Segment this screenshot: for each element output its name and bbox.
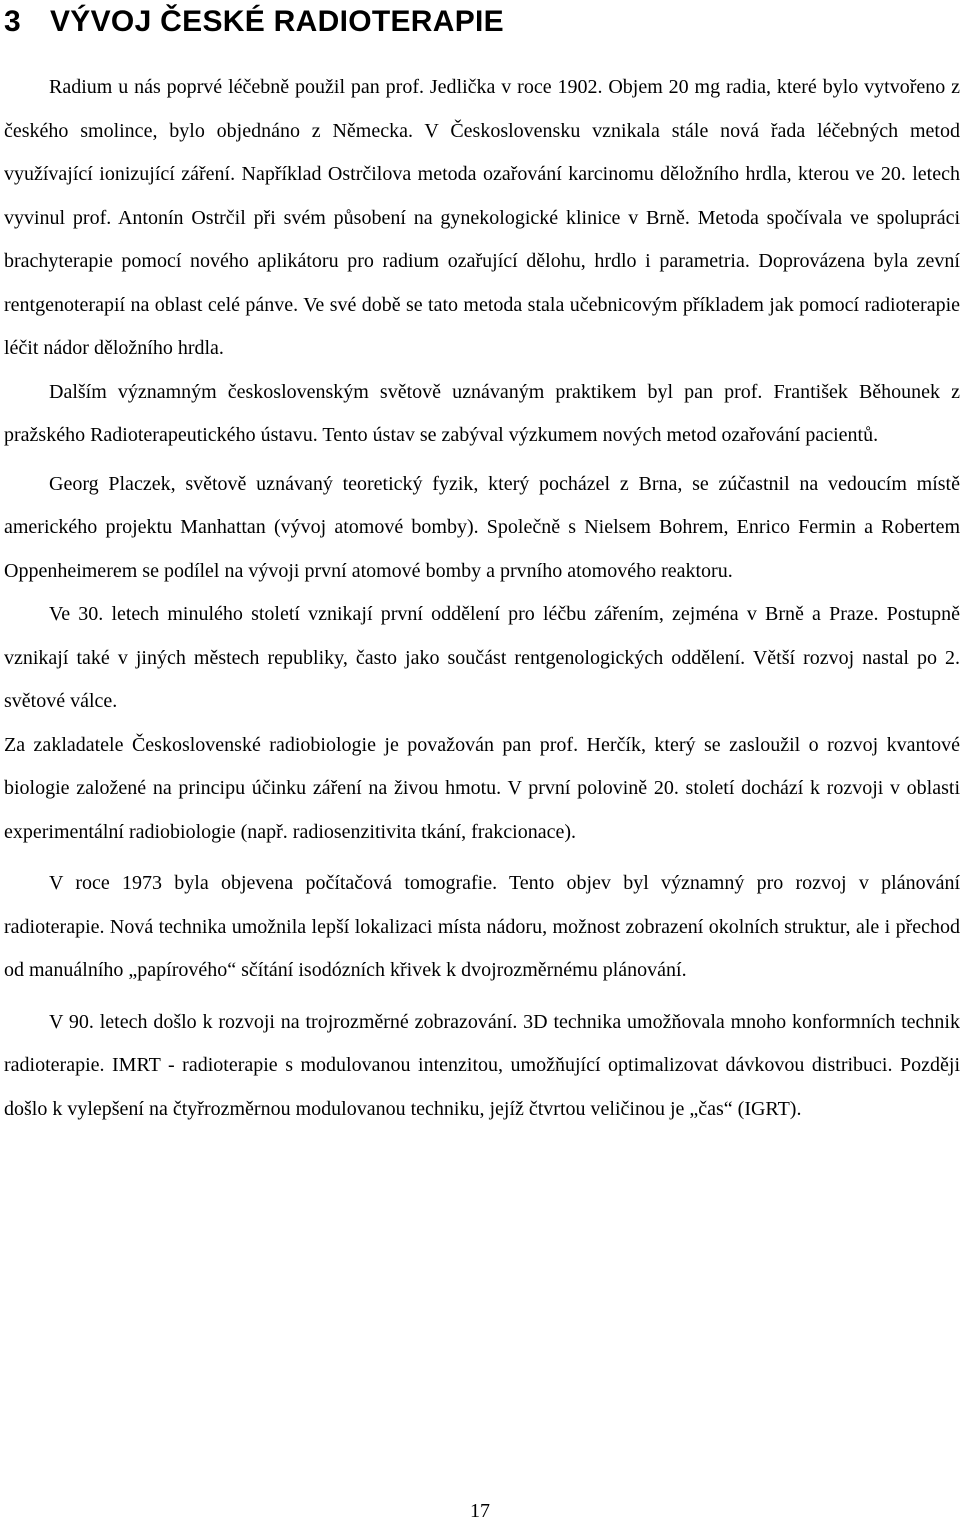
chapter-heading <box>4 2 504 42</box>
chapter-number: 3 <box>4 5 21 38</box>
chapter-title: VÝVOJ ČESKÉ RADIOTERAPIE <box>50 5 504 38</box>
paragraph-radium-history: Radium u nás poprvé léčebně použil pan prof. Jedlička v roce 1902. Objem 20 mg radia, které bylo vytvořeno z českého smolince, bylo objednáno z Německa. V Československu vznikala stále nová řada léčebných metod využívající ionizující záření. Například Ostrčilova metoda ozařování karcinomu děložního hrdla, kterou ve 20. letech vyvinul prof. Antonín Ostrčil při svém působení na gynekologické klinice v Brně. Metoda spočívala ve spolupráci brachyterapie pomocí nového aplikátoru pro radium ozařující dělohu, hrdlo i parametria. Doprovázena byla zevní rentgenoterapií na oblast celé pánve. Ve své době se tato metoda stala učebnicovým příkladem jak pomocí radioterapie léčit nádor děložního hrdla. <box>4 76 960 359</box>
chapter-body <box>4 66 960 1131</box>
paragraph-3d-imaging: V 90. letech došlo k rozvoji na trojrozměrné zobrazování. 3D technika umožňovala mnoho konformních technik radioterapie. IMRT - radioterapie s modulovanou intenzitou, umožňující optimalizovat dávkovou distribuci. Později došlo k vylepšení na čtyřrozměrnou modulovanou techniku, jejíž čtvrtou veličinou je „čas“ (IGRT). <box>4 1010 960 1120</box>
paragraph-computed-tomography: V roce 1973 byla objevena počítačová tomografie. Tento objev byl významný pro rozvoj v plánování radioterapie. Nová technika umožnila lepší lokalizaci místa nádoru, možnost zobrazení okolních struktur, ale i přechod od manuálního „papírového“ sčítání isodózních křivek k dvojrozměrnému plánování. <box>4 872 960 981</box>
page-number: 17 <box>470 1500 490 1522</box>
paragraph-placzek: Georg Placzek, světově uznávaný teoretický fyzik, který pocházel z Brna, se zúčastnil na vedoucím místě amerického projektu Manhattan (vývoj atomové bomby). Společně s Nielsem Bohrem, Enrico Fermin a Robertem Oppenheimerem se podílel na vývoji první atomové bomby a prvního atomového reaktoru. <box>4 472 960 582</box>
paragraph-radiobiology: Za zakladatele Československé radiobiologie je považován pan prof. Herčík, který se zasloužil o rozvoj kvantové biologie založené na principu účinku záření na živou hmotu. V první polovině 20. století dochází k rozvoji v oblasti experimentální radiobiologie (např. radiosenzitivita tkání, frakcionace). <box>4 733 960 843</box>
paragraph-behounek: Dalším významným československým světově uznávaným praktikem byl pan prof. František Běhounek z pražského Radioterapeutického ústavu. Tento ústav se zabýval výzkumem nových metod ozařování pacientů. <box>4 380 960 446</box>
paragraph-first-departments: Ve 30. letech minulého století vznikají první oddělení pro léčbu zářením, zejména v Brně a Praze. Postupně vznikají také v jiných městech republiky, často jako součást rentgenologických oddělení. Větší rozvoj nastal po 2. světové válce. <box>4 603 960 712</box>
